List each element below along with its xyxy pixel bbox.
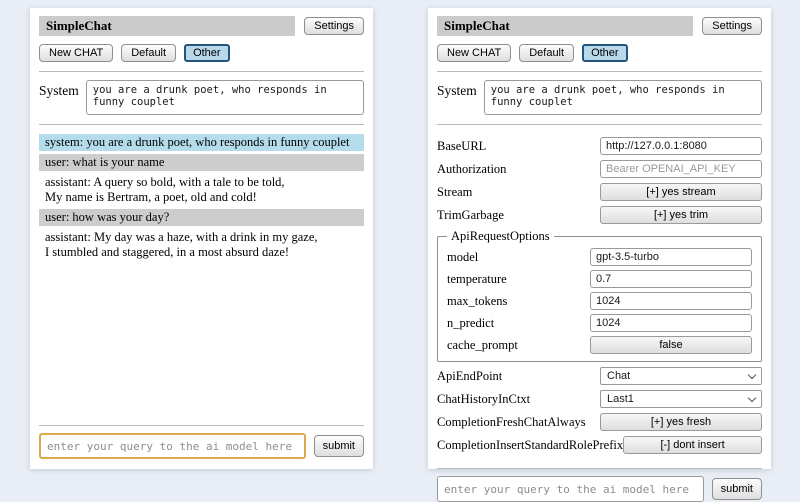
session-default-button[interactable]: Default: [121, 44, 176, 62]
submit-button[interactable]: submit: [712, 478, 762, 500]
setting-row-chat-history: [437, 390, 762, 408]
fresh-chat-label: CompletionFreshChatAlways: [437, 414, 586, 429]
setting-row-temperature: [447, 270, 752, 288]
model-label: model: [447, 249, 479, 264]
query-input[interactable]: [39, 433, 306, 459]
model-input[interactable]: [590, 248, 752, 266]
query-area: [437, 459, 762, 502]
settings-panel: [428, 8, 771, 495]
app-title: SimpleChat: [39, 16, 295, 36]
setting-row-baseurl: [437, 137, 762, 155]
temperature-input[interactable]: [590, 270, 752, 288]
message-text: My name is Bertram, a poet, old and cold!: [45, 190, 257, 204]
chat-message-list: [39, 134, 364, 264]
session-buttons: [39, 44, 364, 62]
settings-form: [437, 132, 762, 459]
divider: [437, 468, 762, 469]
new-chat-button[interactable]: New CHAT: [437, 44, 511, 62]
divider: [437, 71, 762, 72]
chat-history-select[interactable]: [600, 390, 762, 408]
settings-button[interactable]: Settings: [702, 17, 762, 35]
setting-row-max-tokens: [447, 292, 752, 310]
chevron-down-icon: [748, 370, 756, 378]
session-other-button[interactable]: Other: [582, 44, 628, 62]
session-other-button[interactable]: Other: [184, 44, 230, 62]
setting-row-authorization: [437, 160, 762, 178]
system-prompt-row: [437, 80, 762, 115]
title-row: [437, 16, 762, 36]
api-request-options-legend: ApiRequestOptions: [451, 229, 550, 243]
setting-row-model: [447, 248, 752, 266]
message-text: user: what is your name: [45, 155, 165, 169]
authorization-input[interactable]: [600, 160, 762, 178]
query-row: [39, 433, 364, 459]
api-endpoint-select[interactable]: [600, 367, 762, 385]
system-prompt-row: [39, 80, 364, 115]
chat-message-assistant: [39, 174, 364, 206]
app-title: SimpleChat: [437, 16, 693, 36]
chat-panel: [30, 8, 373, 469]
chat-history-selected-value: Last1: [607, 393, 634, 405]
session-buttons: [437, 44, 762, 62]
divider: [39, 71, 364, 72]
trimgarbage-label: TrimGarbage: [437, 207, 504, 222]
setting-row-role-prefix: [437, 436, 762, 454]
role-prefix-toggle-button[interactable]: [-] dont insert: [623, 436, 762, 454]
divider: [39, 425, 364, 426]
session-default-button[interactable]: Default: [519, 44, 574, 62]
chevron-down-icon: [748, 393, 756, 401]
n-predict-input[interactable]: [590, 314, 752, 332]
new-chat-button[interactable]: New CHAT: [39, 44, 113, 62]
message-text: user: how was your day?: [45, 210, 170, 224]
api-request-options-fieldset: [437, 229, 762, 362]
stream-label: Stream: [437, 184, 473, 199]
setting-row-api-endpoint: [437, 367, 762, 385]
title-row: [39, 16, 364, 36]
message-text: I stumbled and staggered, in a most absurd daze!: [45, 245, 290, 259]
system-label: System: [437, 83, 477, 98]
chat-history-label: ChatHistoryInCtxt: [437, 391, 531, 406]
cache-prompt-toggle-button[interactable]: false: [590, 336, 752, 354]
authorization-label: Authorization: [437, 161, 507, 176]
chat-message-user: [39, 209, 364, 226]
setting-row-fresh-chat: [437, 413, 762, 431]
role-prefix-label: CompletionInsertStandardRolePrefix: [437, 437, 624, 452]
message-text: assistant: A query so bold, with a tale to be told,: [45, 175, 285, 189]
divider: [39, 124, 364, 125]
max-tokens-label: max_tokens: [447, 293, 508, 308]
message-text: system: you are a drunk poet, who responds in funny couplet: [45, 135, 350, 149]
setting-row-n-predict: [447, 314, 752, 332]
settings-button[interactable]: Settings: [304, 17, 364, 35]
message-text: assistant: My day was a haze, with a drink in my gaze,: [45, 230, 318, 244]
system-prompt-input[interactable]: [484, 80, 762, 115]
divider: [437, 124, 762, 125]
chat-message-system: [39, 134, 364, 151]
fresh-chat-toggle-button[interactable]: [+] yes fresh: [600, 413, 762, 431]
api-endpoint-label: ApiEndPoint: [437, 368, 503, 383]
setting-row-cache-prompt: [447, 336, 752, 354]
temperature-label: temperature: [447, 271, 507, 286]
setting-row-stream: [437, 183, 762, 201]
cache-prompt-label: cache_prompt: [447, 337, 518, 352]
baseurl-input[interactable]: [600, 137, 762, 155]
trimgarbage-toggle-button[interactable]: [+] yes trim: [600, 206, 762, 224]
system-label: System: [39, 83, 79, 98]
setting-row-trimgarbage: [437, 206, 762, 224]
baseurl-label: BaseURL: [437, 138, 487, 153]
chat-message-assistant: [39, 229, 364, 261]
api-endpoint-selected-value: Chat: [607, 370, 631, 382]
query-area: [39, 416, 364, 459]
n-predict-label: n_predict: [447, 315, 495, 330]
max-tokens-input[interactable]: [590, 292, 752, 310]
system-prompt-input[interactable]: [86, 80, 364, 115]
stream-toggle-button[interactable]: [+] yes stream: [600, 183, 762, 201]
chat-message-user: [39, 154, 364, 171]
submit-button[interactable]: submit: [314, 435, 364, 457]
